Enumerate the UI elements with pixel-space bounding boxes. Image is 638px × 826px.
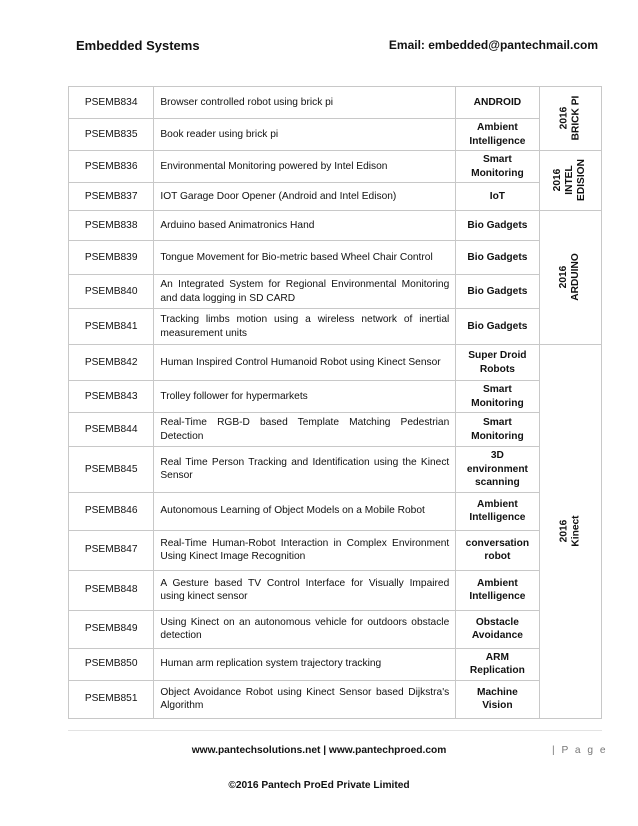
project-description: Object Avoidance Robot using Kinect Sensor based Dijkstra's Algorithm	[154, 680, 456, 718]
year-platform-group	[539, 151, 601, 211]
year-platform-label: 2016 BRICK PI	[558, 95, 582, 141]
document-title: Embedded Systems	[76, 38, 200, 53]
project-description: An Integrated System for Regional Environmental Monitoring and data logging in SD CARD	[154, 275, 456, 309]
table-row	[69, 275, 602, 309]
project-code: PSEMB851	[69, 680, 154, 718]
project-description: Human arm replication system trajectory tracking	[154, 648, 456, 680]
table-row	[69, 345, 602, 381]
copyright-text: ©2016 Pantech ProEd Private Limited	[228, 780, 410, 791]
project-category: ARM Replication	[456, 648, 539, 680]
project-description: Real-Time RGB-D based Template Matching Pedestrian Detection	[154, 413, 456, 447]
table-row	[69, 680, 602, 718]
project-code: PSEMB837	[69, 183, 154, 211]
table-row	[69, 211, 602, 241]
project-description: Using Kinect on an autonomous vehicle for outdoors obstacle detection	[154, 610, 456, 648]
page-number-label: | P a g e	[552, 745, 608, 756]
project-description: Real-Time Human-Robot Interaction in Complex Environment Using Kinect Image Recognition	[154, 530, 456, 570]
table-row	[69, 492, 602, 530]
project-code: PSEMB840	[69, 275, 154, 309]
footer-links[interactable]: www.pantechsolutions.net | www.pantechproed.com	[191, 745, 447, 756]
project-category: Obstacle Avoidance	[456, 610, 539, 648]
project-code: PSEMB841	[69, 309, 154, 345]
project-code: PSEMB846	[69, 492, 154, 530]
table-row	[69, 570, 602, 610]
project-description: Environmental Monitoring powered by Intel Edison	[154, 151, 456, 183]
project-description: Tongue Movement for Bio-metric based Wheel Chair Control	[154, 241, 456, 275]
project-category: conversation robot	[456, 530, 539, 570]
project-description: Arduino based Animatronics Hand	[154, 211, 456, 241]
project-category: Smart Monitoring	[456, 151, 539, 183]
project-category: Ambient Intelligence	[456, 119, 539, 151]
project-code: PSEMB849	[69, 610, 154, 648]
project-category: Super Droid Robots	[456, 345, 539, 381]
project-category: Ambient Intelligence	[456, 492, 539, 530]
table-row	[69, 413, 602, 447]
project-description: Human Inspired Control Humanoid Robot using Kinect Sensor	[154, 345, 456, 381]
project-code: PSEMB844	[69, 413, 154, 447]
project-description: IOT Garage Door Opener (Android and Intel Edison)	[154, 183, 456, 211]
table-row	[69, 610, 602, 648]
projects-table	[68, 86, 602, 719]
project-description: Real Time Person Tracking and Identification using the Kinect Sensor	[154, 447, 456, 493]
project-category: Bio Gadgets	[456, 309, 539, 345]
project-code: PSEMB839	[69, 241, 154, 275]
table-row	[69, 241, 602, 275]
year-platform-label: 2016 INTEL EDISION	[552, 159, 588, 202]
project-code: PSEMB845	[69, 447, 154, 493]
year-platform-label: 2016 Kinect	[558, 515, 582, 547]
table-row	[69, 648, 602, 680]
project-category: Machine Vision	[456, 680, 539, 718]
contact-email[interactable]: Email: embedded@pantechmail.com	[388, 38, 598, 52]
table-row	[69, 447, 602, 493]
project-category: Bio Gadgets	[456, 241, 539, 275]
table-row	[69, 151, 602, 183]
project-category: IoT	[456, 183, 539, 211]
project-category: ANDROID	[456, 87, 539, 119]
table-row	[69, 381, 602, 413]
project-code: PSEMB843	[69, 381, 154, 413]
project-category: Smart Monitoring	[456, 381, 539, 413]
table-row	[69, 183, 602, 211]
project-description: A Gesture based TV Control Interface for Visually Impaired using kinect sensor	[154, 570, 456, 610]
project-category: Bio Gadgets	[456, 211, 539, 241]
year-platform-group	[539, 211, 601, 345]
project-description: Browser controlled robot using brick pi	[154, 87, 456, 119]
project-code: PSEMB836	[69, 151, 154, 183]
page-header	[76, 38, 598, 58]
table-row	[69, 309, 602, 345]
year-platform-label: 2016 ARDUINO	[558, 253, 582, 302]
project-code: PSEMB850	[69, 648, 154, 680]
project-code: PSEMB834	[69, 87, 154, 119]
footer-divider	[68, 730, 602, 731]
project-category: 3D environment scanning	[456, 447, 539, 493]
project-description: Book reader using brick pi	[154, 119, 456, 151]
project-category: Smart Monitoring	[456, 413, 539, 447]
year-platform-group	[539, 87, 601, 151]
project-code: PSEMB842	[69, 345, 154, 381]
project-category: Ambient Intelligence	[456, 570, 539, 610]
project-code: PSEMB847	[69, 530, 154, 570]
project-code: PSEMB835	[69, 119, 154, 151]
project-description: Trolley follower for hypermarkets	[154, 381, 456, 413]
table-row	[69, 530, 602, 570]
project-category: Bio Gadgets	[456, 275, 539, 309]
year-platform-group	[539, 345, 601, 719]
project-description: Tracking limbs motion using a wireless network of inertial measurement units	[154, 309, 456, 345]
project-code: PSEMB848	[69, 570, 154, 610]
project-description: Autonomous Learning of Object Models on a Mobile Robot	[154, 492, 456, 530]
table-row	[69, 119, 602, 151]
table-row	[69, 87, 602, 119]
project-code: PSEMB838	[69, 211, 154, 241]
